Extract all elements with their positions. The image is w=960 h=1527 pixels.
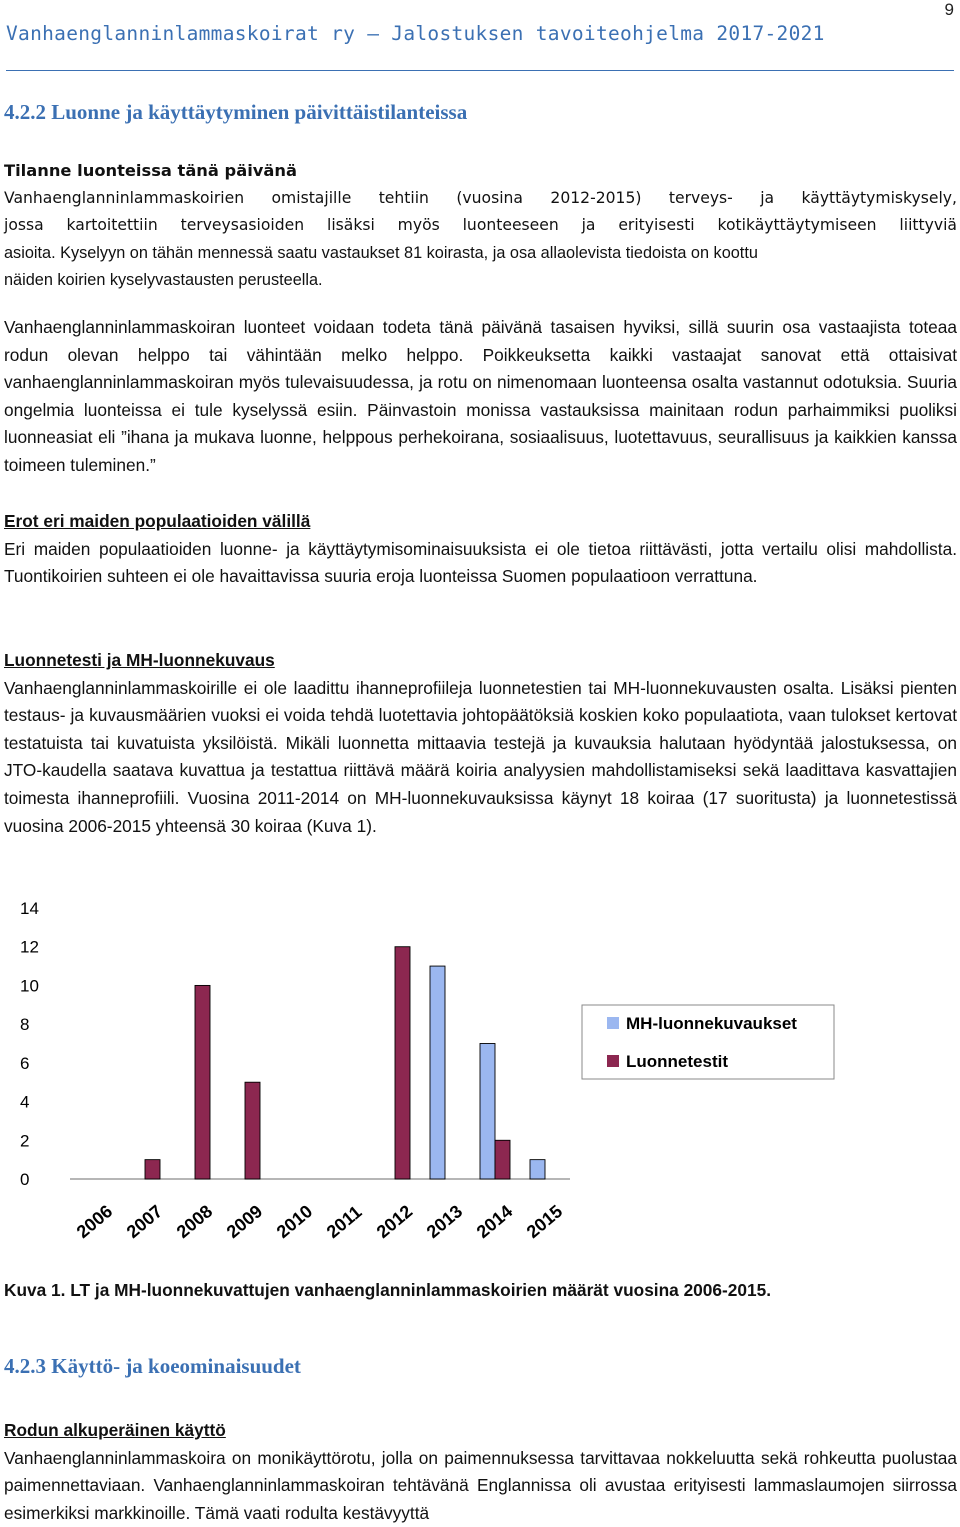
y-tick-label: 2 [20, 1131, 30, 1151]
figure-caption: Kuva 1. LT ja MH-luonnekuvattujen vanhaenglanninlammaskoirien määrät vuosina 2006-2015. [4, 1280, 772, 1300]
header-rule [6, 70, 954, 71]
bar-lt-2009 [245, 1082, 260, 1179]
section-number: 4.2.3 [4, 1354, 46, 1378]
section-title: Käyttö- ja koeominaisuudet [51, 1354, 301, 1378]
situation-p2-block [4, 314, 957, 480]
mh-heading: Luonnetesti ja MH-luonnekuvaus [4, 650, 275, 670]
origin-block [4, 1417, 957, 1527]
y-tick-label: 10 [20, 976, 39, 996]
section-number: 4.2.2 [4, 100, 46, 124]
legend-label: Luonnetestit [626, 1052, 728, 1071]
x-tick-label: 2010 [272, 1201, 317, 1243]
section-heading-4-2-3 [4, 1354, 301, 1379]
legend-swatch [607, 1055, 619, 1067]
situation-p1-line1: Vanhaenglanninlammaskoirien omistajille tehtiin (vuosina 2012-2015) terveys- ja käyttäytymiskysely, [4, 188, 957, 207]
bar-mh-2013 [430, 966, 445, 1179]
mh-text: Vanhaenglanninlammaskoirille ei ole laadittu ihanneprofiileja luonnetestien tai MH-luonnekuvausten osalta. Lisäksi pienten testaus- ja kuvausmäärien vuoksi ei voida tehdä luotettavia johtopäätöksiä koskien koko populaatiota, vaan tulokset kertovat testatuista tai kuvatuista yksilöistä. Mikäli luonnetta mittaavia testejä ja kuvauksia halutaan hyödyntää jalostuksessa, on JTO-kaudella saatava kuvattua ja testattua riittävä määrä koiria analyysien mahdollistamiseksi sekä laadittava kasvattajien toimesta ihanneprofiili. Vuosina 2011-2014 on MH-luonnekuvauksissa käynyt 18 koiraa (17 suoritusta) ja luonnetestissä vuosina 2006-2015 yhteensä 30 koiraa (Kuva 1). [4, 677, 957, 836]
populations-text: Eri maiden populaatioiden luonne- ja käyttäytymisominaisuuksista ei ole tietoa riittävästi, jotta vertailu olisi mahdollista. Tuontikoirien suhteen ei ole havaittavissa suuria eroja luonteissa Suomen populaatioon verrattuna. [4, 538, 957, 587]
situation-p1-line3: asioita. Kyselyyn on tähän mennessä saatu vastaukset 81 koirasta, ja osa allaolevista tiedoista on koottu [4, 243, 758, 262]
running-header: Vanhaenglanninlammaskoirat ry – Jalostuksen tavoiteohjelma 2017-2021 [6, 22, 825, 45]
situation-heading: Tilanne luonteissa tänä päivänä [4, 161, 297, 180]
bar-lt-2012 [395, 947, 410, 1179]
section-title: Luonne ja käyttäytyminen päivittäistilanteissa [51, 100, 468, 124]
legend-label: MH-luonnekuvaukset [626, 1014, 797, 1033]
bar-chart [0, 880, 960, 1260]
page-number: 9 [944, 0, 954, 19]
x-tick-label: 2013 [422, 1201, 467, 1243]
y-tick-label: 14 [20, 899, 39, 918]
bar-mh-2014 [480, 1044, 495, 1180]
section-heading-4-2-2 [4, 100, 467, 125]
y-tick-label: 12 [20, 937, 39, 957]
y-tick-label: 4 [20, 1092, 30, 1112]
bar-mh-2015 [530, 1160, 545, 1179]
x-tick-label: 2009 [222, 1201, 267, 1243]
x-tick-label: 2008 [172, 1201, 217, 1243]
y-tick-label: 6 [20, 1053, 30, 1073]
bar-lt-2007 [145, 1160, 160, 1179]
populations-heading: Erot eri maiden populaatioiden välillä [4, 511, 311, 531]
situation-p1-line2: jossa kartoitettiin terveysasioiden lisäksi myös luonteeseen ja erityisesti kotikäyttäytymiseen liittyviä [4, 216, 957, 235]
bar-lt-2014 [495, 1140, 510, 1179]
x-tick-label: 2007 [122, 1201, 167, 1243]
x-tick-label: 2015 [522, 1201, 567, 1243]
situation-p1-line4: näiden koirien kyselyvastausten perusteella. [4, 271, 323, 290]
x-tick-label: 2012 [372, 1201, 417, 1243]
mh-block [4, 647, 957, 840]
origin-text: Vanhaenglanninlammaskoira on monikäyttörotu, jolla on paimennuksessa tarvittavaa nokkeluutta sekä rohkeutta puolustaa paimennettaviaan. Vanhaenglanninlammaskoiran tehtävänä Englannissa oli avustaa erityisesti lammaslaumojen siirrossa esimerkiksi markkinoille. Tämä vaati rodulta kestävyyttä [4, 1447, 957, 1523]
x-tick-label: 2014 [472, 1201, 517, 1243]
legend-swatch [607, 1017, 619, 1029]
y-tick-label: 0 [20, 1170, 30, 1189]
y-tick-label: 8 [20, 1015, 30, 1035]
x-tick-label: 2011 [322, 1201, 366, 1243]
x-tick-label: 2006 [72, 1201, 117, 1243]
populations-block [4, 508, 957, 591]
situation-block [4, 157, 957, 295]
situation-paragraph-2: Vanhaenglanninlammaskoiran luonteet voidaan todeta tänä päivänä tasaisen hyviksi, sillä suurin osa vastaajista toteaa rodun olevan helppo tai vähintään melko helppo. Poikkeuksetta kaikki vastaajat sanovat että ottaisivat vanhaenglanninlammaskoiran myös tulevaisuudessa, ja rotu on nimenomaan luonteensa osalta vastannut odotuksia. Suuria ongelmia luonteissa ei tule kyselyssä esiin. Päinvastoin monissa vastauksissa mainitaan rodun parhaimmiksi puoliksi luonneasiat eli ”ihana ja mukava luonne, helppous perhekoirana, sosiaalisuus, luotettavuus, seurallisuus ja kaikkien kanssa toimeen tuleminen.” [4, 317, 957, 475]
origin-heading: Rodun alkuperäinen käyttö [4, 1420, 226, 1440]
bar-lt-2008 [195, 985, 210, 1179]
